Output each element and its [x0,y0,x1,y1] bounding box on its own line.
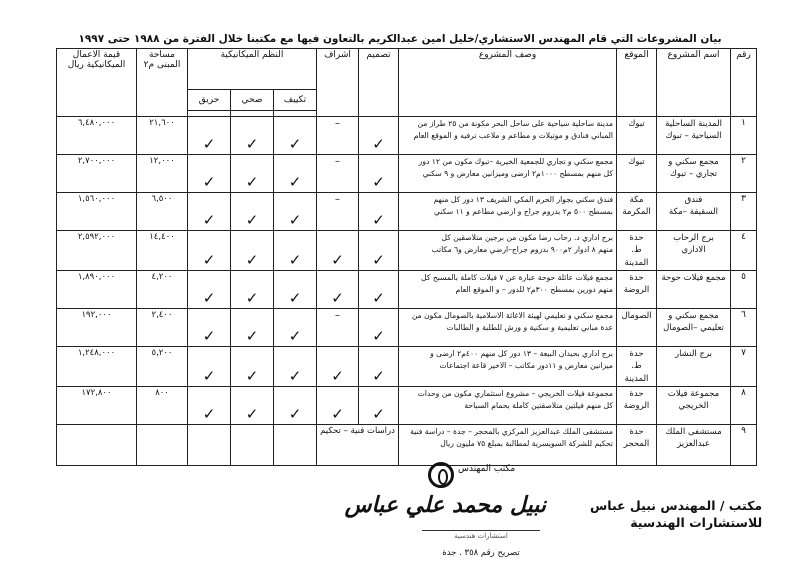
project-description: مجموعة فيلات الخريجي – مشروع استثماري مكون من وحدات كل منهم فيلتين متلاصقتين كاملة بحمام السباحة [399,386,617,424]
header-fire: حريق [188,90,231,111]
header-location: الموقع [617,49,657,117]
table-row [57,308,757,346]
header-mech-systems: النظم الميكانيكية [188,49,317,90]
project-location: حدة ط. المدينة [617,346,657,386]
plumbing-check-icon: ✓ [231,270,274,308]
technical-study-note: دراسات فنية – تحكيم [317,424,399,465]
supervision-check-icon: ✓ [317,386,359,424]
table-row [57,231,757,271]
design-check-icon: ✓ [359,155,399,193]
project-description: مجمع سكني و تجاري للجمعية الخيرية –تبوك مكون من ١٢ دور كل منهم بمسطح ١٠٠٠م٢ ارضى وميزانين معارض و ٩ سكني [399,155,617,193]
design-check-icon: ✓ [359,308,399,346]
mechanical-value: ١,٢٤٨,٠٠٠ [57,346,137,386]
mechanical-value: ١٧٢,٨٠٠ [57,386,137,424]
fire-check-icon: ✓ [188,117,231,155]
row-number: ٧ [731,346,757,386]
value-cell [57,424,137,465]
building-area: ٤,٢٠٠ [137,270,188,308]
header-supervision: اشراف [317,49,359,117]
stamp-subtitle: استشارات هندسية [454,532,508,540]
project-location: حدة الروضة [617,270,657,308]
mechanical-value: ٢,٥٩٢,٠٠٠ [57,231,137,271]
table-row [57,270,757,308]
header-description: وصف المشروع [399,49,617,117]
project-description: فندق سكني بجوار الحرم المكي الشريف ١٣ دور كل منهم بمسطح ٥٠٠ م٢ بدروم جراج و ارضي مطاعم و ١١ سكني [399,193,617,231]
project-location: تبوك [617,155,657,193]
design-check-icon: ✓ [359,270,399,308]
stamp-divider [422,530,540,531]
office-line: مكتب / المهندس نبيل عباس [590,498,763,513]
office-name-footer [590,498,762,532]
header-design: تصميم [359,49,399,117]
page-title: بيان المشروعات التي قام المهندس الاستشاري/خليل امين عبدالكريم بالتعاون فيها مع مكتبنا خلال الفترة من ١٩٨٨ حتى ١٩٩٧ [78,33,722,45]
hvac-check-icon: ✓ [274,193,317,231]
project-name: مجمع سكني و تجاري – تبوك [657,155,731,193]
table-row [57,346,757,386]
supervision-dash: – [317,308,359,346]
project-name: برج الرحاب الاداري [657,231,731,271]
project-location: حدة الروضة [617,386,657,424]
design-check-icon: ✓ [359,117,399,155]
row-number: ٢ [731,155,757,193]
plumbing-check-icon: ✓ [231,308,274,346]
design-check-icon: ✓ [359,386,399,424]
row-number: ٦ [731,308,757,346]
table-row [57,386,757,424]
supervision-check-icon: ✓ [317,346,359,386]
mechanical-value: ٦,٤٨٠,٠٠٠ [57,117,137,155]
mechanical-value: ١,٨٩٠,٠٠٠ [57,270,137,308]
project-location: حدة ط. المدينة [617,231,657,271]
building-area: ٥,٢٠٠ [137,346,188,386]
header-name: اسم المشروع [657,49,731,117]
hvac-check-icon: ✓ [274,117,317,155]
fire-check-icon: ✓ [188,155,231,193]
office-subtitle: للاستشارات الهندسية [630,514,763,530]
project-description: مستشفى الملك عبدالعزيز المركزي بالمحجر – جدة – دراسة فنية تحكيم للشركة السويسرية لمطالبة بمبلغ ٧٥ مليون ريال [399,424,617,465]
project-name: مجمع سكني و تعليمي –الصومال [657,308,731,346]
supervision-dash: – [317,117,359,155]
hvac-check-icon: ✓ [274,270,317,308]
fire-cell [188,424,231,465]
fire-check-icon: ✓ [188,231,231,271]
fire-check-icon: ✓ [188,386,231,424]
header-area: مساحة المبنى م٢ [137,49,188,117]
mechanical-value: ١,٥٦٠,٠٠٠ [57,193,137,231]
design-check-icon: ✓ [359,346,399,386]
row-number: ٩ [731,424,757,465]
fire-check-icon: ✓ [188,346,231,386]
building-area: ٢١,٦٠٠ [137,117,188,155]
building-area: ٦,٥٠٠ [137,193,188,231]
design-check-icon: ✓ [359,193,399,231]
plumbing-check-icon: ✓ [231,155,274,193]
row-number: ٤ [731,231,757,271]
table-row [57,424,757,465]
hvac-check-icon: ✓ [274,386,317,424]
mechanical-value: ٢,٧٠٠,٠٠٠ [57,155,137,193]
fire-check-icon: ✓ [188,193,231,231]
stamp-signature-name: نبيل محمد علي عباس [344,492,546,518]
project-name: مستشفى الملك عبدالعزيز [657,424,731,465]
project-name: فندق السقيفة –مكة [657,193,731,231]
project-location: مكة المكرمة [617,193,657,231]
project-location: تبوك [617,117,657,155]
row-number: ٣ [731,193,757,231]
hvac-check-icon: ✓ [274,155,317,193]
project-name: المدينة الساحلية السياحية – تبوك [657,117,731,155]
project-description: برج اداري بحيدان البيعة – ١٣ دور كل منهم ٤٠٠م٢ ارضى و ميزانين معارض و ١١دور مكاتب – الاخير قاعة اجتماعات [399,346,617,386]
project-description: برج اداري د. رحاب رضا مكون من برجين متلاصقين كل منهم ٨ ادوار ٢م٩٠٠ بدروم جراج–ارضي معارض و٦ مكاتب [399,231,617,271]
plumbing-check-icon: ✓ [231,346,274,386]
header-hvac: تكييف [274,90,317,111]
table-row [57,155,757,193]
plumbing-check-icon: ✓ [231,231,274,271]
supervision-dash: – [317,155,359,193]
plumbing-cell [231,424,274,465]
office-logo-icon [428,462,454,488]
project-description: مجمع سكني و تعليمي لهيئة الاغاثة الاسلامية بالصومال مكون من عدة مباني تعليمية و سكنية و ورش للطلبة و الطالبات [399,308,617,346]
hvac-check-icon: ✓ [274,231,317,271]
header-num: رقم [731,49,757,117]
project-description: مدينة ساحلية سياحية على ساحل البحر مكونة من ٢٥ طراز من المباني فنادق و موتيلات و مطاعم و ملاعب ترفيه و الموقع العام [399,117,617,155]
projects-table [56,48,757,466]
hvac-cell [274,424,317,465]
stamp-office: مكتب المهندس [458,464,516,474]
plumbing-check-icon: ✓ [231,117,274,155]
office-stamp [344,452,546,564]
building-area: ١٤,٤٠٠ [137,231,188,271]
header-value: قيمة الاعمال الميكانيكية ريال [57,49,137,117]
table-row [57,117,757,155]
fire-check-icon: ✓ [188,270,231,308]
building-area: ١٢,٠٠٠ [137,155,188,193]
plumbing-check-icon: ✓ [231,193,274,231]
supervision-check-icon: ✓ [317,270,359,308]
project-location: حدة المحجر [617,424,657,465]
area-cell [137,424,188,465]
project-description: مجمع فيلات عائلة حوحة عبارة عن ٧ فيلات كاملة بالمسبح كل منهم دورين بمسطح ٣٠٠م٢ للدور – و الموقع العام [399,270,617,308]
hvac-check-icon: ✓ [274,308,317,346]
building-area: ٨٠٠ [137,386,188,424]
plumbing-check-icon: ✓ [231,386,274,424]
table-row [57,193,757,231]
header-plumbing: صحي [231,90,274,111]
design-check-icon: ✓ [359,231,399,271]
stamp-license: تصريح رقم ٣٥٨ . جدة [442,548,520,558]
mechanical-value: ١٩٢,٠٠٠ [57,308,137,346]
project-name: برج النشار [657,346,731,386]
project-name: مجموعة فيلات الخريجي [657,386,731,424]
supervision-dash: – [317,193,359,231]
project-name: مجمع فيلات حوحة [657,270,731,308]
hvac-check-icon: ✓ [274,346,317,386]
project-location: الصومال [617,308,657,346]
row-number: ١ [731,117,757,155]
row-number: ٥ [731,270,757,308]
building-area: ٢,٤٠٠ [137,308,188,346]
row-number: ٨ [731,386,757,424]
fire-check-icon: ✓ [188,308,231,346]
supervision-check-icon: ✓ [317,231,359,271]
